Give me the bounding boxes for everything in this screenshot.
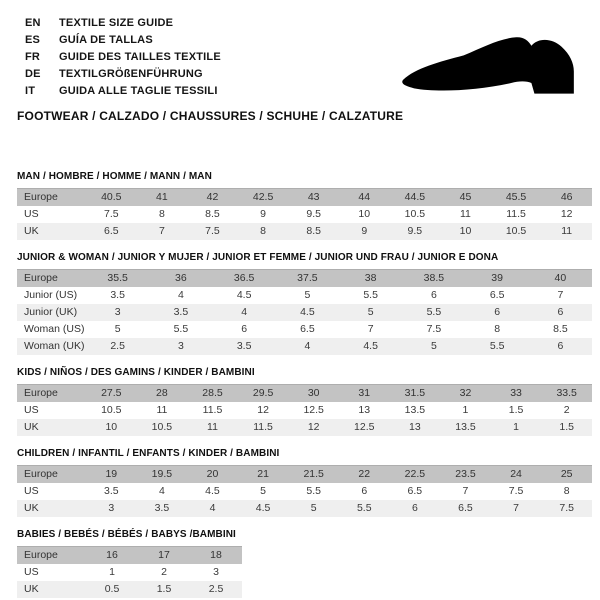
- table-row: [17, 385, 592, 403]
- size-cell: 28.5: [202, 387, 223, 399]
- size-cell: 46: [560, 191, 573, 203]
- language-label: TEXTILE SIZE GUIDE: [59, 16, 174, 29]
- size-cell: 7.5: [508, 485, 524, 497]
- size-cell: 12: [257, 404, 269, 416]
- size-cell: 13.5: [404, 404, 426, 416]
- table-row: [17, 304, 592, 321]
- size-cell: 10: [105, 421, 118, 433]
- category-heading: FOOTWEAR / CALZADO / CHAUSSURES / SCHUHE / CALZATURE: [17, 109, 404, 123]
- size-cell: 7: [557, 289, 564, 301]
- size-table-body: [17, 547, 242, 599]
- size-cell: 4.5: [255, 502, 271, 514]
- size-cell: 33.5: [556, 387, 577, 399]
- size-cell: 8: [260, 225, 266, 237]
- size-cell: 8.5: [205, 208, 220, 220]
- size-cell: 7: [158, 225, 165, 237]
- size-cell: 6.5: [489, 289, 505, 301]
- size-cell: 38: [364, 272, 377, 284]
- size-cell: 1.5: [156, 583, 172, 595]
- table-row: [17, 206, 592, 223]
- row-label: Woman (UK): [24, 340, 85, 352]
- size-cell: 43: [307, 191, 320, 203]
- size-cell: 6: [557, 340, 564, 352]
- size-cell: 45: [459, 191, 472, 203]
- size-cell: 29.5: [252, 387, 274, 399]
- size-table: [17, 188, 592, 240]
- table-title: BABIES / BEBÉS / BÉBÉS / BABYS /BAMBINI: [17, 529, 236, 540]
- size-cell: 7.5: [426, 323, 442, 335]
- size-cell: 19: [105, 468, 118, 480]
- table-row: [17, 287, 592, 304]
- language-row: [25, 31, 221, 48]
- size-cell: 11.5: [202, 404, 223, 416]
- size-cell: 13: [409, 421, 421, 433]
- size-cell: 3.5: [154, 502, 170, 514]
- size-cell: 27.5: [101, 387, 122, 399]
- size-cell: 42.5: [252, 191, 274, 203]
- size-cell: 5.5: [363, 289, 378, 301]
- table-row: [17, 189, 592, 207]
- size-table-section: [17, 366, 592, 436]
- size-cell: 10.5: [404, 208, 426, 220]
- row-label: Europe: [24, 387, 58, 399]
- language-row: [25, 14, 221, 31]
- row-label: UK: [24, 502, 39, 514]
- size-cell: 12: [560, 208, 573, 220]
- size-cell: 33: [510, 387, 522, 399]
- row-label: Europe: [24, 468, 58, 480]
- size-cell: 6.5: [300, 323, 315, 335]
- language-code: EN: [25, 16, 41, 29]
- table-row: [17, 581, 242, 598]
- size-cell: 10: [459, 225, 472, 237]
- table-row: [17, 321, 592, 338]
- size-cell: 13: [358, 404, 371, 416]
- row-label: Europe: [24, 549, 58, 561]
- size-cell: 5.5: [306, 485, 321, 497]
- table-title: KIDS / NIÑOS / DES GAMINS / KINDER / BAMBINI: [17, 367, 255, 378]
- size-cell: 9: [260, 208, 266, 220]
- size-table: [17, 465, 592, 517]
- table-row: [17, 419, 592, 436]
- size-cell: 4.5: [236, 289, 252, 301]
- size-cell: 5.5: [356, 502, 372, 514]
- size-cell: 9: [361, 225, 368, 237]
- size-cell: 7.5: [103, 208, 119, 220]
- size-cell: 28: [156, 387, 168, 399]
- size-cell: 5: [430, 340, 437, 352]
- size-tables: [17, 170, 592, 600]
- size-cell: 44.5: [404, 191, 426, 203]
- row-label: US: [24, 208, 39, 220]
- language-code: FR: [25, 50, 41, 63]
- size-cell: 37.5: [297, 272, 318, 284]
- size-cell: 36.5: [233, 272, 255, 284]
- size-cell: 35.5: [107, 272, 128, 284]
- language-label: GUIDE DES TAILLES TEXTILE: [59, 50, 221, 63]
- size-cell: 11: [156, 404, 168, 416]
- size-cell: 1: [462, 404, 469, 416]
- size-table: [17, 546, 242, 598]
- language-code: IT: [25, 84, 36, 97]
- size-cell: 10.5: [151, 421, 173, 433]
- size-cell: 36: [175, 272, 187, 284]
- row-label: UK: [24, 583, 39, 595]
- size-cell: 22: [358, 468, 371, 480]
- size-cell: 9.5: [407, 225, 423, 237]
- size-cell: 45.5: [505, 191, 527, 203]
- size-cell: 12: [307, 421, 320, 433]
- row-label: Junior (US): [24, 289, 78, 301]
- size-cell: 8: [494, 323, 501, 335]
- row-label: Junior (UK): [24, 306, 78, 318]
- size-cell: 21: [257, 468, 269, 480]
- row-label: Europe: [24, 191, 58, 203]
- language-code: DE: [25, 67, 41, 80]
- size-cell: 39: [491, 272, 503, 284]
- size-cell: 41: [156, 191, 168, 203]
- size-table-body: [17, 466, 592, 518]
- size-table-section: [17, 170, 592, 240]
- size-cell: 7: [513, 502, 519, 514]
- size-cell: 24: [510, 468, 522, 480]
- size-cell: 23.5: [455, 468, 476, 480]
- row-label: UK: [24, 421, 39, 433]
- size-cell: 5.5: [426, 306, 442, 318]
- size-cell: 11: [561, 225, 573, 237]
- size-cell: 25: [560, 468, 573, 480]
- size-cell: 11: [207, 421, 218, 433]
- size-cell: 40: [554, 272, 567, 284]
- size-table-section: [17, 251, 592, 355]
- size-cell: 12.5: [354, 421, 375, 433]
- size-cell: 1: [513, 421, 519, 433]
- size-cell: 2: [161, 566, 167, 578]
- size-cell: 18: [210, 549, 222, 561]
- size-cell: 4: [177, 289, 184, 301]
- size-cell: 17: [158, 549, 170, 561]
- size-cell: 11.5: [506, 208, 526, 220]
- size-cell: 6: [494, 306, 501, 318]
- language-row: [25, 82, 221, 99]
- size-cell: 11.5: [253, 421, 273, 433]
- size-table-body: [17, 385, 592, 437]
- size-cell: 31.5: [404, 387, 426, 399]
- table-row: [17, 223, 592, 240]
- language-list: [25, 14, 221, 99]
- size-table-section: [17, 447, 592, 517]
- size-cell: 38.5: [423, 272, 445, 284]
- size-cell: 2: [563, 404, 570, 416]
- size-cell: 8.5: [306, 225, 321, 237]
- size-cell: 2.5: [208, 583, 224, 595]
- size-cell: 3.5: [173, 306, 189, 318]
- row-label: Woman (US): [24, 323, 85, 335]
- size-cell: 3: [108, 502, 115, 514]
- table-row: [17, 338, 592, 355]
- shoe-icon: [399, 33, 589, 99]
- size-cell: 5.5: [489, 340, 505, 352]
- size-cell: 5: [260, 485, 266, 497]
- size-cell: 4: [241, 306, 248, 318]
- size-cell: 16: [106, 549, 118, 561]
- size-cell: 3.5: [110, 289, 125, 301]
- language-label: TEXTILGRÖßENFÜHRUNG: [59, 67, 203, 80]
- size-cell: 6: [411, 502, 418, 514]
- size-cell: 7.5: [205, 225, 220, 237]
- size-cell: 10: [358, 208, 371, 220]
- table-row: [17, 466, 592, 484]
- row-label: UK: [24, 225, 39, 237]
- size-cell: 9.5: [306, 208, 321, 220]
- size-cell: 10.5: [505, 225, 527, 237]
- size-cell: 6.5: [103, 225, 119, 237]
- size-cell: 21.5: [303, 468, 324, 480]
- table-row: [17, 402, 592, 419]
- size-cell: 3: [213, 566, 219, 578]
- table-row: [17, 483, 592, 500]
- size-cell: 6: [361, 485, 368, 497]
- size-cell: 1.5: [559, 421, 574, 433]
- size-cell: 6: [557, 306, 564, 318]
- size-cell: 40.5: [101, 191, 122, 203]
- row-label: US: [24, 404, 39, 416]
- shoe-icon-path: [402, 37, 574, 93]
- size-cell: 12.5: [303, 404, 324, 416]
- size-cell: 4.5: [205, 485, 220, 497]
- size-cell: 7: [462, 485, 469, 497]
- size-cell: 1: [109, 566, 115, 578]
- size-cell: 5: [310, 502, 317, 514]
- size-cell: 3.5: [103, 485, 119, 497]
- size-cell: 7.5: [559, 502, 574, 514]
- size-cell: 32: [459, 387, 472, 399]
- size-cell: 3: [177, 340, 184, 352]
- language-label: GUIDA ALLE TAGLIE TESSILI: [59, 84, 218, 97]
- size-cell: 1.5: [508, 404, 524, 416]
- size-cell: 3.5: [236, 340, 252, 352]
- language-row: [25, 65, 221, 82]
- size-cell: 3: [114, 306, 121, 318]
- size-table: [17, 269, 592, 355]
- size-cell: 4.5: [300, 306, 315, 318]
- size-cell: 4: [158, 485, 165, 497]
- size-cell: 8.5: [553, 323, 568, 335]
- size-cell: 5.5: [173, 323, 189, 335]
- language-label: GUÍA DE TALLAS: [59, 33, 153, 46]
- size-cell: 6.5: [407, 485, 423, 497]
- row-label: US: [24, 485, 39, 497]
- size-cell: 4: [209, 502, 216, 514]
- table-title: MAN / HOMBRE / HOMME / MANN / MAN: [17, 171, 212, 182]
- table-row: [17, 500, 592, 517]
- size-cell: 4: [304, 340, 311, 352]
- size-cell: 8: [158, 208, 165, 220]
- size-cell: 5: [304, 289, 311, 301]
- size-cell: 20: [206, 468, 219, 480]
- size-cell: 6.5: [458, 502, 473, 514]
- table-title: JUNIOR & WOMAN / JUNIOR Y MUJER / JUNIOR ET FEMME / JUNIOR UND FRAU / JUNIOR E DONA: [17, 252, 499, 263]
- table-row: [17, 564, 242, 581]
- size-cell: 8: [563, 485, 570, 497]
- size-cell: 30: [307, 387, 320, 399]
- row-label: US: [24, 566, 39, 578]
- size-table: [17, 384, 592, 436]
- row-label: Europe: [24, 272, 58, 284]
- language-row: [25, 48, 221, 65]
- size-cell: 11: [460, 208, 471, 220]
- size-cell: 22.5: [404, 468, 426, 480]
- size-cell: 44: [358, 191, 371, 203]
- size-cell: 5: [114, 323, 121, 335]
- size-cell: 2.5: [110, 340, 125, 352]
- table-title: CHILDREN / INFANTIL / ENFANTS / KINDER / BAMBINI: [17, 448, 280, 459]
- size-cell: 19.5: [151, 468, 173, 480]
- size-cell: 13.5: [455, 421, 476, 433]
- language-code: ES: [25, 33, 41, 46]
- size-table-body: [17, 189, 592, 241]
- size-cell: 6: [430, 289, 437, 301]
- size-table-section: [17, 528, 592, 598]
- size-cell: 4.5: [363, 340, 378, 352]
- size-cell: 0.5: [104, 583, 120, 595]
- size-cell: 31: [358, 387, 371, 399]
- table-row: [17, 270, 592, 288]
- size-cell: 5: [367, 306, 374, 318]
- size-cell: 10.5: [101, 404, 122, 416]
- table-row: [17, 547, 242, 565]
- size-cell: 7: [367, 323, 374, 335]
- size-table-body: [17, 270, 592, 356]
- size-cell: 42: [206, 191, 219, 203]
- size-cell: 6: [241, 323, 248, 335]
